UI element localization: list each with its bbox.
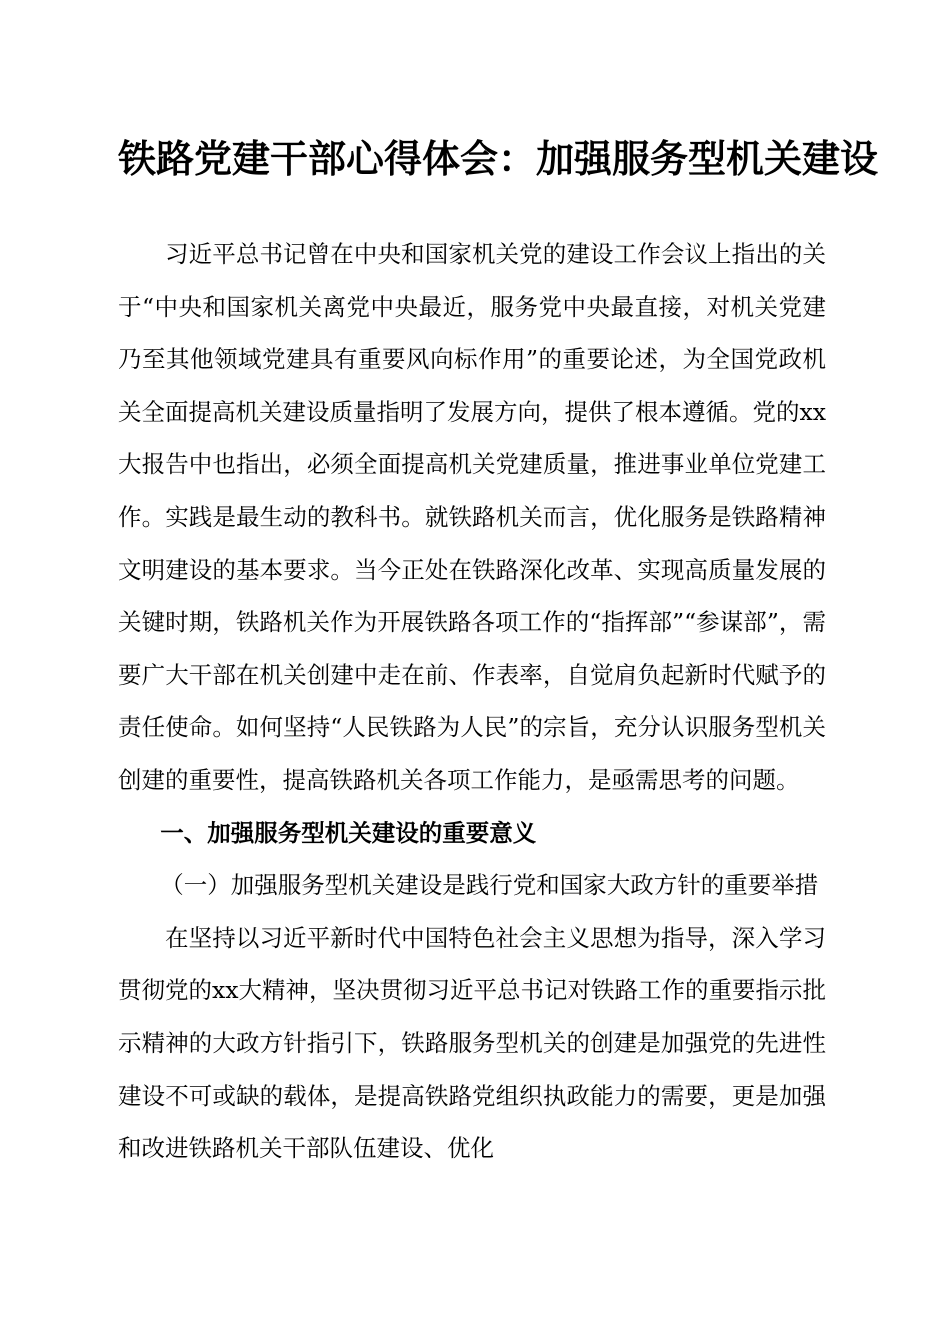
body-paragraph: 在坚持以习近平新时代中国特色社会主义思想为指导，深入学习贯彻党的xx大精神，坚决贯彻习近平总书记对铁路工作的重要指示批示精神的大政方针指引下，铁路服务型机关的创建是加强党的先进性建设不可或缺的载体，是提高铁路党组织执政能力的需要，更是加强和改进铁路机关干部队伍建设、优化 [118, 923, 827, 1163]
subsection-heading: （一）加强服务型机关建设是践行党和国家大政方针的重要举措 [160, 871, 819, 900]
section-heading: 一、加强服务型机关建设的重要意义 [160, 818, 537, 847]
document-body [118, 228, 826, 1175]
document-title: 铁路党建干部心得体会：加强服务型机关建设 [118, 136, 879, 181]
intro-paragraph: 习近平总书记曾在中央和国家机关党的建设工作会议上指出的关于“中央和国家机关离党中央最近，服务党中央最直接，对机关党建乃至其他领域党建具有重要风向标作用”的重要论述，为全国党政机关全面提高机关建设质量指明了发展方向，提供了根本遵循。党的xx大报告中也指出，必须全面提高机关党建质量，推进事业单位党建工作。实践是最生动的教科书。就铁路机关而言，优化服务是铁路精神文明建设的基本要求。当今正处在铁路深化改革、实现高质量发展的关键时期，铁路机关作为开展铁路各项工作的“指挥部”“参谋部”，需要广大干部在机关创建中走在前、作表率，自觉肩负起新时代赋予的责任使命。如何坚持“人民铁路为人民”的宗旨，充分认识服务型机关创建的重要性，提高铁路机关各项工作能力，是亟需思考的问题。 [118, 240, 827, 794]
